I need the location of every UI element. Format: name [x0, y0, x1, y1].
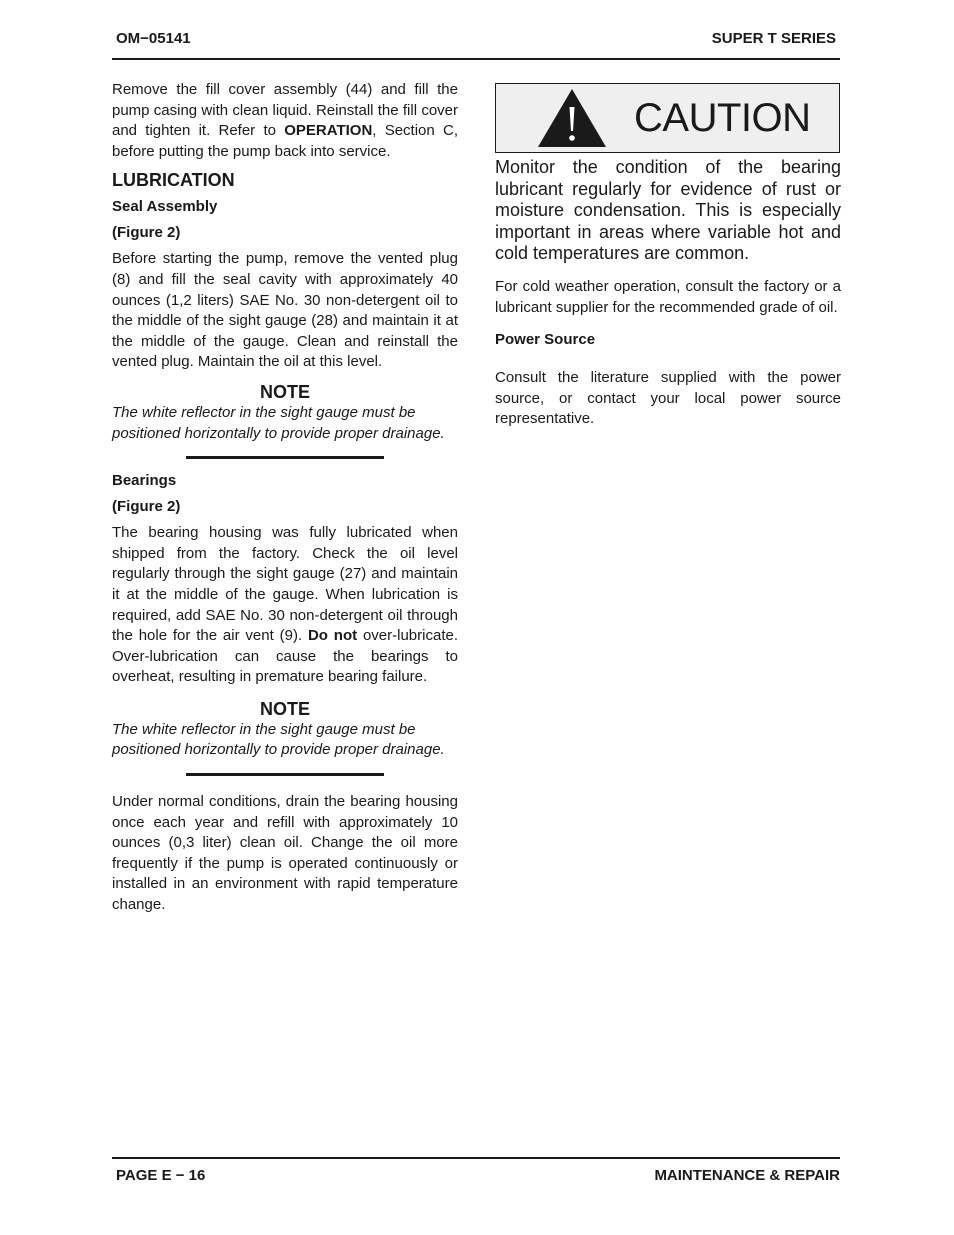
note-text: The white reflector in the sight gauge must be positioned horizontally to provide proper drainage.	[112, 403, 445, 442]
document-number: OM−05141	[116, 30, 191, 47]
note-text: The white reflector in the sight gauge must be positioned horizontally to provide proper drainage.	[112, 720, 445, 759]
series-title: SUPER T SERIES	[711, 30, 836, 47]
power-source-paragraph: Consult the literature supplied with the power source, or contact your local power source representative.	[495, 369, 841, 428]
bearings-paragraph: The bearing housing was fully lubricated when shipped from the factory. Check the oil level regularly through the sight gauge (27) and maintain it at the middle of the gauge. When lubrication is required, add SAE No. 30 non-detergent oil through the hole for the air vent (9). Do not over-lubricate. Over-lubrication can cause the bearings to overheat, resulting in premature bearing failure.	[112, 524, 459, 686]
caution-label: CAUTION	[634, 96, 811, 140]
seal-assembly-heading: Seal Assembly	[112, 198, 218, 216]
left-column	[112, 80, 458, 916]
do-not-emphasis: Do not	[307, 627, 358, 645]
bearings-heading: Bearings	[112, 472, 177, 490]
drain-paragraph: Under normal conditions, drain the bearing housing once each year and refill with approximately 10 ounces (0,3 liter) clean oil. Change the oil more frequently if the pump is operated continuously or installed in an environment with rapid temperature change.	[112, 793, 458, 914]
note-divider	[186, 456, 384, 459]
power-source-heading: Power Source	[495, 331, 596, 349]
section-title: MAINTENANCE & REPAIR	[654, 1167, 840, 1184]
lubrication-heading: LUBRICATION	[112, 170, 235, 191]
caution-banner	[495, 83, 840, 153]
right-column	[495, 80, 841, 430]
note-title: NOTE	[259, 698, 310, 719]
cold-weather-paragraph: For cold weather operation, consult the factory or a lubricant supplier for the recommended grade of oil.	[495, 277, 841, 316]
bearings-figure-ref: (Figure 2)	[112, 498, 181, 516]
seal-figure-ref: (Figure 2)	[112, 224, 181, 242]
caution-text: Monitor the condition of the bearing lubricant regularly for evidence of rust or moisture condensation. This is especially important in areas where variable hot and cold temperatures are common.	[495, 157, 841, 264]
note-divider	[186, 773, 384, 776]
header-rule	[112, 58, 840, 60]
footer-rule	[112, 1157, 840, 1159]
operation-reference: OPERATION	[284, 122, 373, 140]
intro-paragraph: Remove the fill cover assembly (44) and fill the pump casing with clean liquid. Reinstall the fill cover and tighten it. Refer to OPERATION, Section C, before putting the pump back into service.	[112, 81, 458, 160]
page-number: PAGE E − 16	[116, 1167, 206, 1184]
seal-paragraph: Before starting the pump, remove the vented plug (8) and fill the seal cavity with approximately 40 ounces (1,2 liters) SAE No. 30 non-detergent oil to the middle of the sight gauge (28) and maintain it at the middle of the gauge. Clean and reinstall the vented plug. Maintain the oil at this level.	[112, 250, 458, 371]
warning-triangle-icon	[536, 87, 608, 149]
note-title: NOTE	[259, 381, 310, 402]
